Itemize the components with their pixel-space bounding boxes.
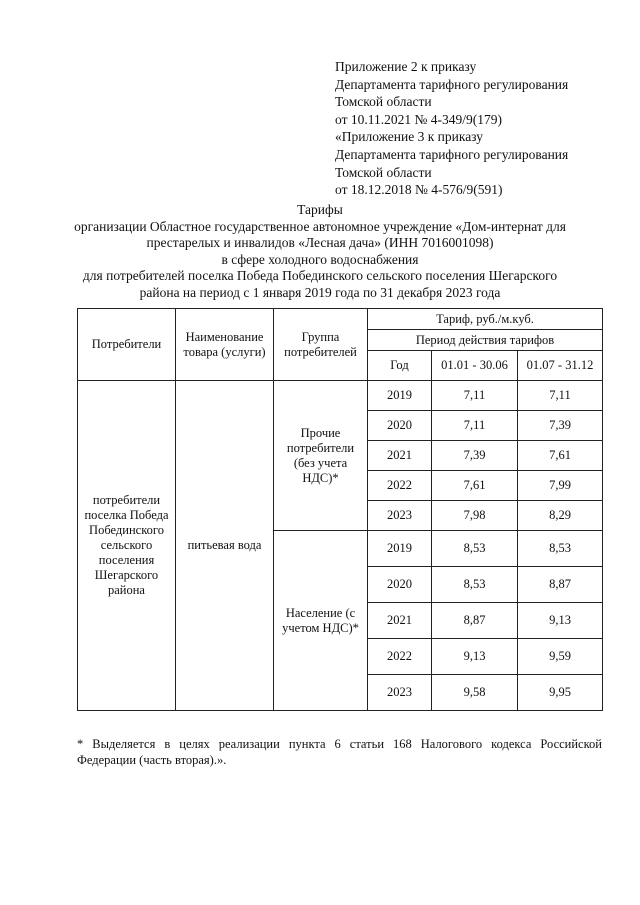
- header-line: Томской области: [335, 164, 432, 180]
- consumers-cell: потребители поселка Победа Побединского сельского поселения Шегарского района: [78, 381, 176, 711]
- group-cell: Население (с учетом НДС)*: [274, 531, 368, 711]
- tariff-first-half: 8,53: [432, 531, 518, 567]
- document-title: [60, 202, 580, 302]
- tariffs-table: [77, 308, 603, 711]
- title-line: Тарифы: [297, 202, 343, 217]
- header-consumers: Потребители: [78, 309, 176, 381]
- header-tariff-unit: Тариф, руб./м.куб.: [368, 309, 603, 330]
- header-group: Группа потребителей: [274, 309, 368, 381]
- year-cell: 2021: [368, 441, 432, 471]
- year-cell: 2020: [368, 411, 432, 441]
- product-cell: питьевая вода: [176, 381, 274, 711]
- year-cell: 2019: [368, 531, 432, 567]
- year-cell: 2019: [368, 381, 432, 411]
- header-year: Год: [368, 351, 432, 381]
- tariff-first-half: 7,98: [432, 501, 518, 531]
- tariff-second-half: 7,11: [518, 381, 603, 411]
- tariff-first-half: 7,11: [432, 381, 518, 411]
- header-second-half: 01.07 - 31.12: [518, 351, 603, 381]
- header-product: Наименование товара (услуги): [176, 309, 274, 381]
- tariff-first-half: 9,58: [432, 675, 518, 711]
- header-line: Департамента тарифного регулирования: [335, 146, 569, 162]
- year-cell: 2023: [368, 501, 432, 531]
- header-line: от 18.12.2018 № 4-576/9(591): [335, 182, 503, 198]
- tariff-second-half: 9,13: [518, 603, 603, 639]
- tariff-first-half: 7,39: [432, 441, 518, 471]
- tariff-second-half: 8,87: [518, 567, 603, 603]
- header-line: Приложение 2 к приказу: [335, 59, 477, 74]
- header-first-half: 01.01 - 30.06: [432, 351, 518, 381]
- year-cell: 2023: [368, 675, 432, 711]
- tariff-first-half: 9,13: [432, 639, 518, 675]
- year-cell: 2022: [368, 471, 432, 501]
- footnote: [77, 736, 602, 769]
- header-line: Департамента тарифного регулирования: [335, 76, 569, 92]
- title-line: организации Областное государственное автономное учреждение «Дом-интернат для: [74, 218, 566, 234]
- header-period: Период действия тарифов: [368, 330, 603, 351]
- title-line: для потребителей поселка Победа Побединского сельского поселения Шегарского: [82, 268, 558, 284]
- tariff-second-half: 8,29: [518, 501, 603, 531]
- footnote-line: * Выделяется в целях реализации пункта 6 статьи 168 Налогового кодекса Российской: [77, 737, 602, 751]
- title-line: в сфере холодного водоснабжения: [221, 251, 419, 267]
- tariff-second-half: 7,39: [518, 411, 603, 441]
- tariff-second-half: 7,99: [518, 471, 603, 501]
- group-cell: Прочие потребители (без учета НДС)*: [274, 381, 368, 531]
- tariff-first-half: 7,61: [432, 471, 518, 501]
- header-line: Томской области: [335, 94, 432, 110]
- tariff-second-half: 9,95: [518, 675, 603, 711]
- document-header: [335, 58, 568, 199]
- tariff-first-half: 8,53: [432, 567, 518, 603]
- header-line: от 10.11.2021 № 4-349/9(179): [335, 111, 502, 127]
- year-cell: 2021: [368, 603, 432, 639]
- year-cell: 2020: [368, 567, 432, 603]
- footnote-line: Федерации (часть вторая).».: [77, 753, 227, 768]
- title-line: района на период с 1 января 2019 года по 31 декабря 2023 года: [139, 284, 501, 300]
- tariff-second-half: 9,59: [518, 639, 603, 675]
- year-cell: 2022: [368, 639, 432, 675]
- tariff-second-half: 8,53: [518, 531, 603, 567]
- header-line: «Приложение 3 к приказу: [335, 129, 483, 145]
- title-line: престарелых и инвалидов «Лесная дача» (ИНН 7016001098): [146, 235, 494, 251]
- tariff-first-half: 7,11: [432, 411, 518, 441]
- tariff-second-half: 7,61: [518, 441, 603, 471]
- tariff-first-half: 8,87: [432, 603, 518, 639]
- table-row: [78, 381, 603, 411]
